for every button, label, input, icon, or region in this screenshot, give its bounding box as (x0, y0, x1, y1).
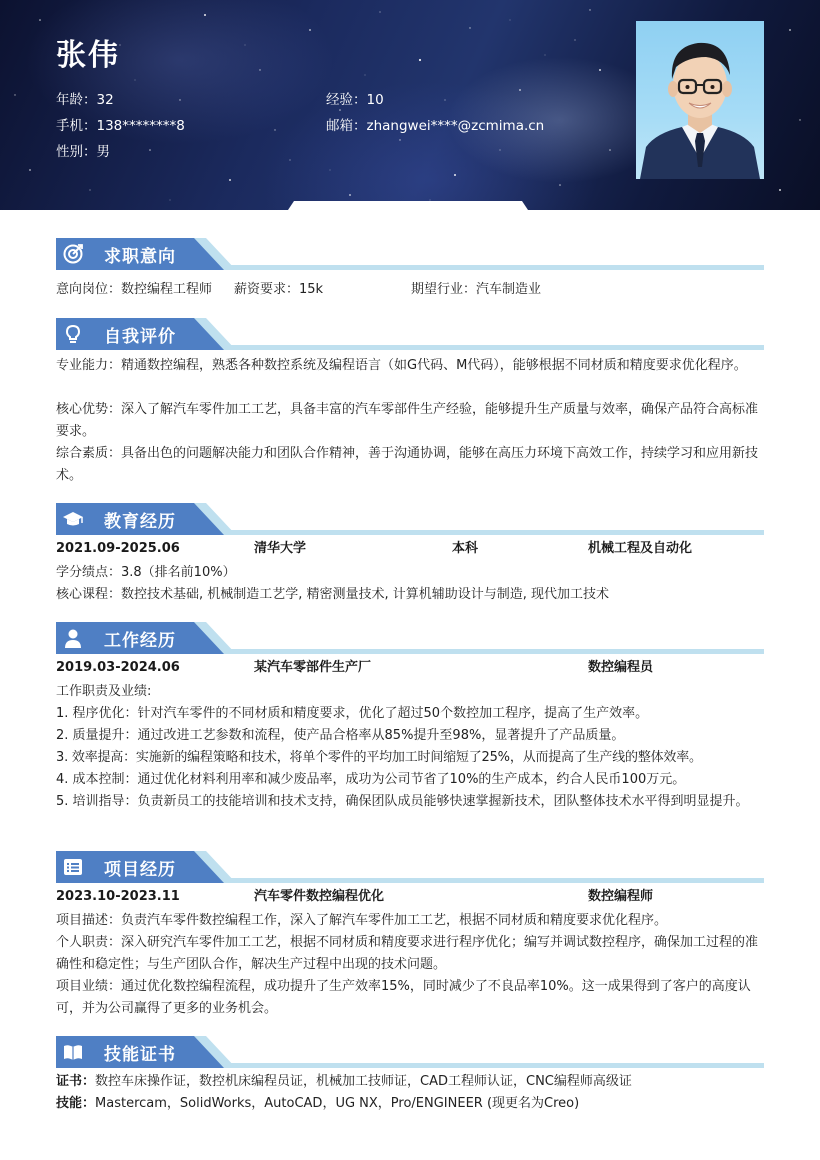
project-date: 2023.10-2023.11 (56, 889, 180, 904)
profile-photo (636, 21, 764, 179)
self-eval-core: 核心优势：深入了解汽车零件加工工艺，具备丰富的汽车零部件生产经验，能够提升生产质量与效率，确保产品符合高标准要求。 (56, 402, 759, 439)
section-header-intent (56, 238, 764, 270)
work-item-1: 1. 程序优化：针对汽车零件的不同材质和精度要求，优化了超过50个数控加工程序，提高了生产效率。 (56, 706, 649, 721)
work-item-4: 4. 成本控制：通过优化材料利用率和减少废品率，成功为公司节省了10%的生产成本，约合人民币100万元。 (56, 772, 686, 787)
intent-salary: 薪资要求：15k (234, 282, 324, 297)
target-icon (62, 243, 84, 265)
work-intro: 工作职责及业绩: (56, 684, 152, 699)
section-title-work: 工作经历 (104, 631, 176, 651)
list-icon (62, 856, 84, 878)
section-title-project: 项目经历 (104, 860, 176, 880)
section-header-work (56, 622, 764, 654)
project-description: 项目描述：负责汽车零件数控编程工作，深入了解汽车零件加工工艺，根据不同材质和精度要求优化程序。 (56, 913, 668, 928)
email-text: 邮箱：zhangwei****@zcmima.cn (326, 118, 545, 134)
skills-row (56, 1093, 579, 1115)
certificates-row (56, 1071, 632, 1093)
work-item-2: 2. 质量提升：通过改进工艺参数和流程，使产品合格率从85%提升至98%，显著提升了产品质量。 (56, 728, 625, 743)
edu-degree: 本科 (452, 541, 479, 556)
edu-school: 清华大学 (254, 541, 307, 556)
section-header-education (56, 503, 764, 535)
section-title-skills: 技能证书 (104, 1045, 176, 1065)
experience-text: 经验：10 (326, 92, 384, 108)
skills-value: Mastercam，SolidWorks，AutoCAD，UG NX，Pro/ENGINEER (现更名为Creo) (95, 1096, 580, 1111)
lightbulb-icon (62, 323, 84, 345)
age-text: 年龄：32 (56, 92, 114, 108)
edu-major: 机械工程及自动化 (588, 541, 693, 556)
work-date: 2019.03-2024.06 (56, 660, 180, 675)
skills-label: 技能： (56, 1096, 96, 1111)
book-icon (62, 1041, 84, 1063)
work-role: 数控编程员 (588, 660, 654, 675)
person-icon (62, 627, 84, 649)
self-eval-professional: 专业能力：精通数控编程，熟悉各种数控系统及编程语言（如G代码、M代码），能够根据不同材质和精度要求优化程序。 (56, 358, 747, 373)
intent-industry: 期望行业：汽车制造业 (411, 282, 542, 297)
section-header-skills (56, 1036, 764, 1068)
section-header-self (56, 318, 764, 350)
intent-position: 意向岗位：数控编程工程师 (56, 282, 213, 297)
self-eval-general: 综合素质：具备出色的问题解决能力和团队合作精神，善于沟通协调，能够在高压力环境下高效工作，持续学习和应用新技术。 (56, 446, 759, 483)
candidate-name: 张伟 (56, 38, 120, 73)
section-title-education: 教育经历 (104, 512, 176, 532)
header-notch (286, 201, 530, 210)
certificates-value: 数控车床操作证，数控机床编程员证，机械加工技师证，CAD工程师认证，CNC编程师高级证 (95, 1074, 632, 1089)
project-role: 数控编程师 (588, 889, 654, 904)
graduation-cap-icon (62, 508, 84, 530)
edu-date: 2021.09-2025.06 (56, 541, 180, 556)
work-company: 某汽车零部件生产厂 (254, 660, 372, 675)
resume-header (0, 0, 820, 210)
gender-text: 性别：男 (56, 144, 110, 160)
section-title-intent: 求职意向 (104, 247, 176, 267)
project-name: 汽车零件数控编程优化 (254, 889, 385, 904)
project-result: 项目业绩：通过优化数控编程流程，成功提升了生产效率15%，同时减少了不良品率10%。这一成果得到了客户的高度认可，并为公司赢得了更多的业务机会。 (56, 979, 751, 1016)
section-header-project (56, 851, 764, 883)
section-title-self: 自我评价 (104, 327, 176, 347)
edu-gpa: 学分绩点：3.8（排名前10%） (56, 565, 236, 580)
project-duty: 个人职责：深入研究汽车零件加工工艺，根据不同材质和精度要求进行程序优化；编写并调试数控程序，确保加工过程的准确性和稳定性；与生产团队合作，解决生产过程中出现的技术问题。 (56, 935, 759, 972)
work-item-3: 3. 效率提高：实施新的编程策略和技术，将单个零件的平均加工时间缩短了25%，从而提高了生产线的整体效率。 (56, 750, 702, 765)
certificates-label: 证书： (56, 1074, 96, 1089)
avatar-illustration (636, 21, 764, 179)
phone-text: 手机：138********8 (56, 118, 185, 134)
edu-courses: 核心课程：数控技术基础, 机械制造工艺学, 精密测量技术, 计算机辅助设计与制造, 现代加工技术 (56, 587, 610, 602)
work-item-5: 5. 培训指导：负责新员工的技能培训和技术支持，确保团队成员能够快速掌握新技术，团队整体技术水平得到明显提升。 (56, 794, 749, 809)
